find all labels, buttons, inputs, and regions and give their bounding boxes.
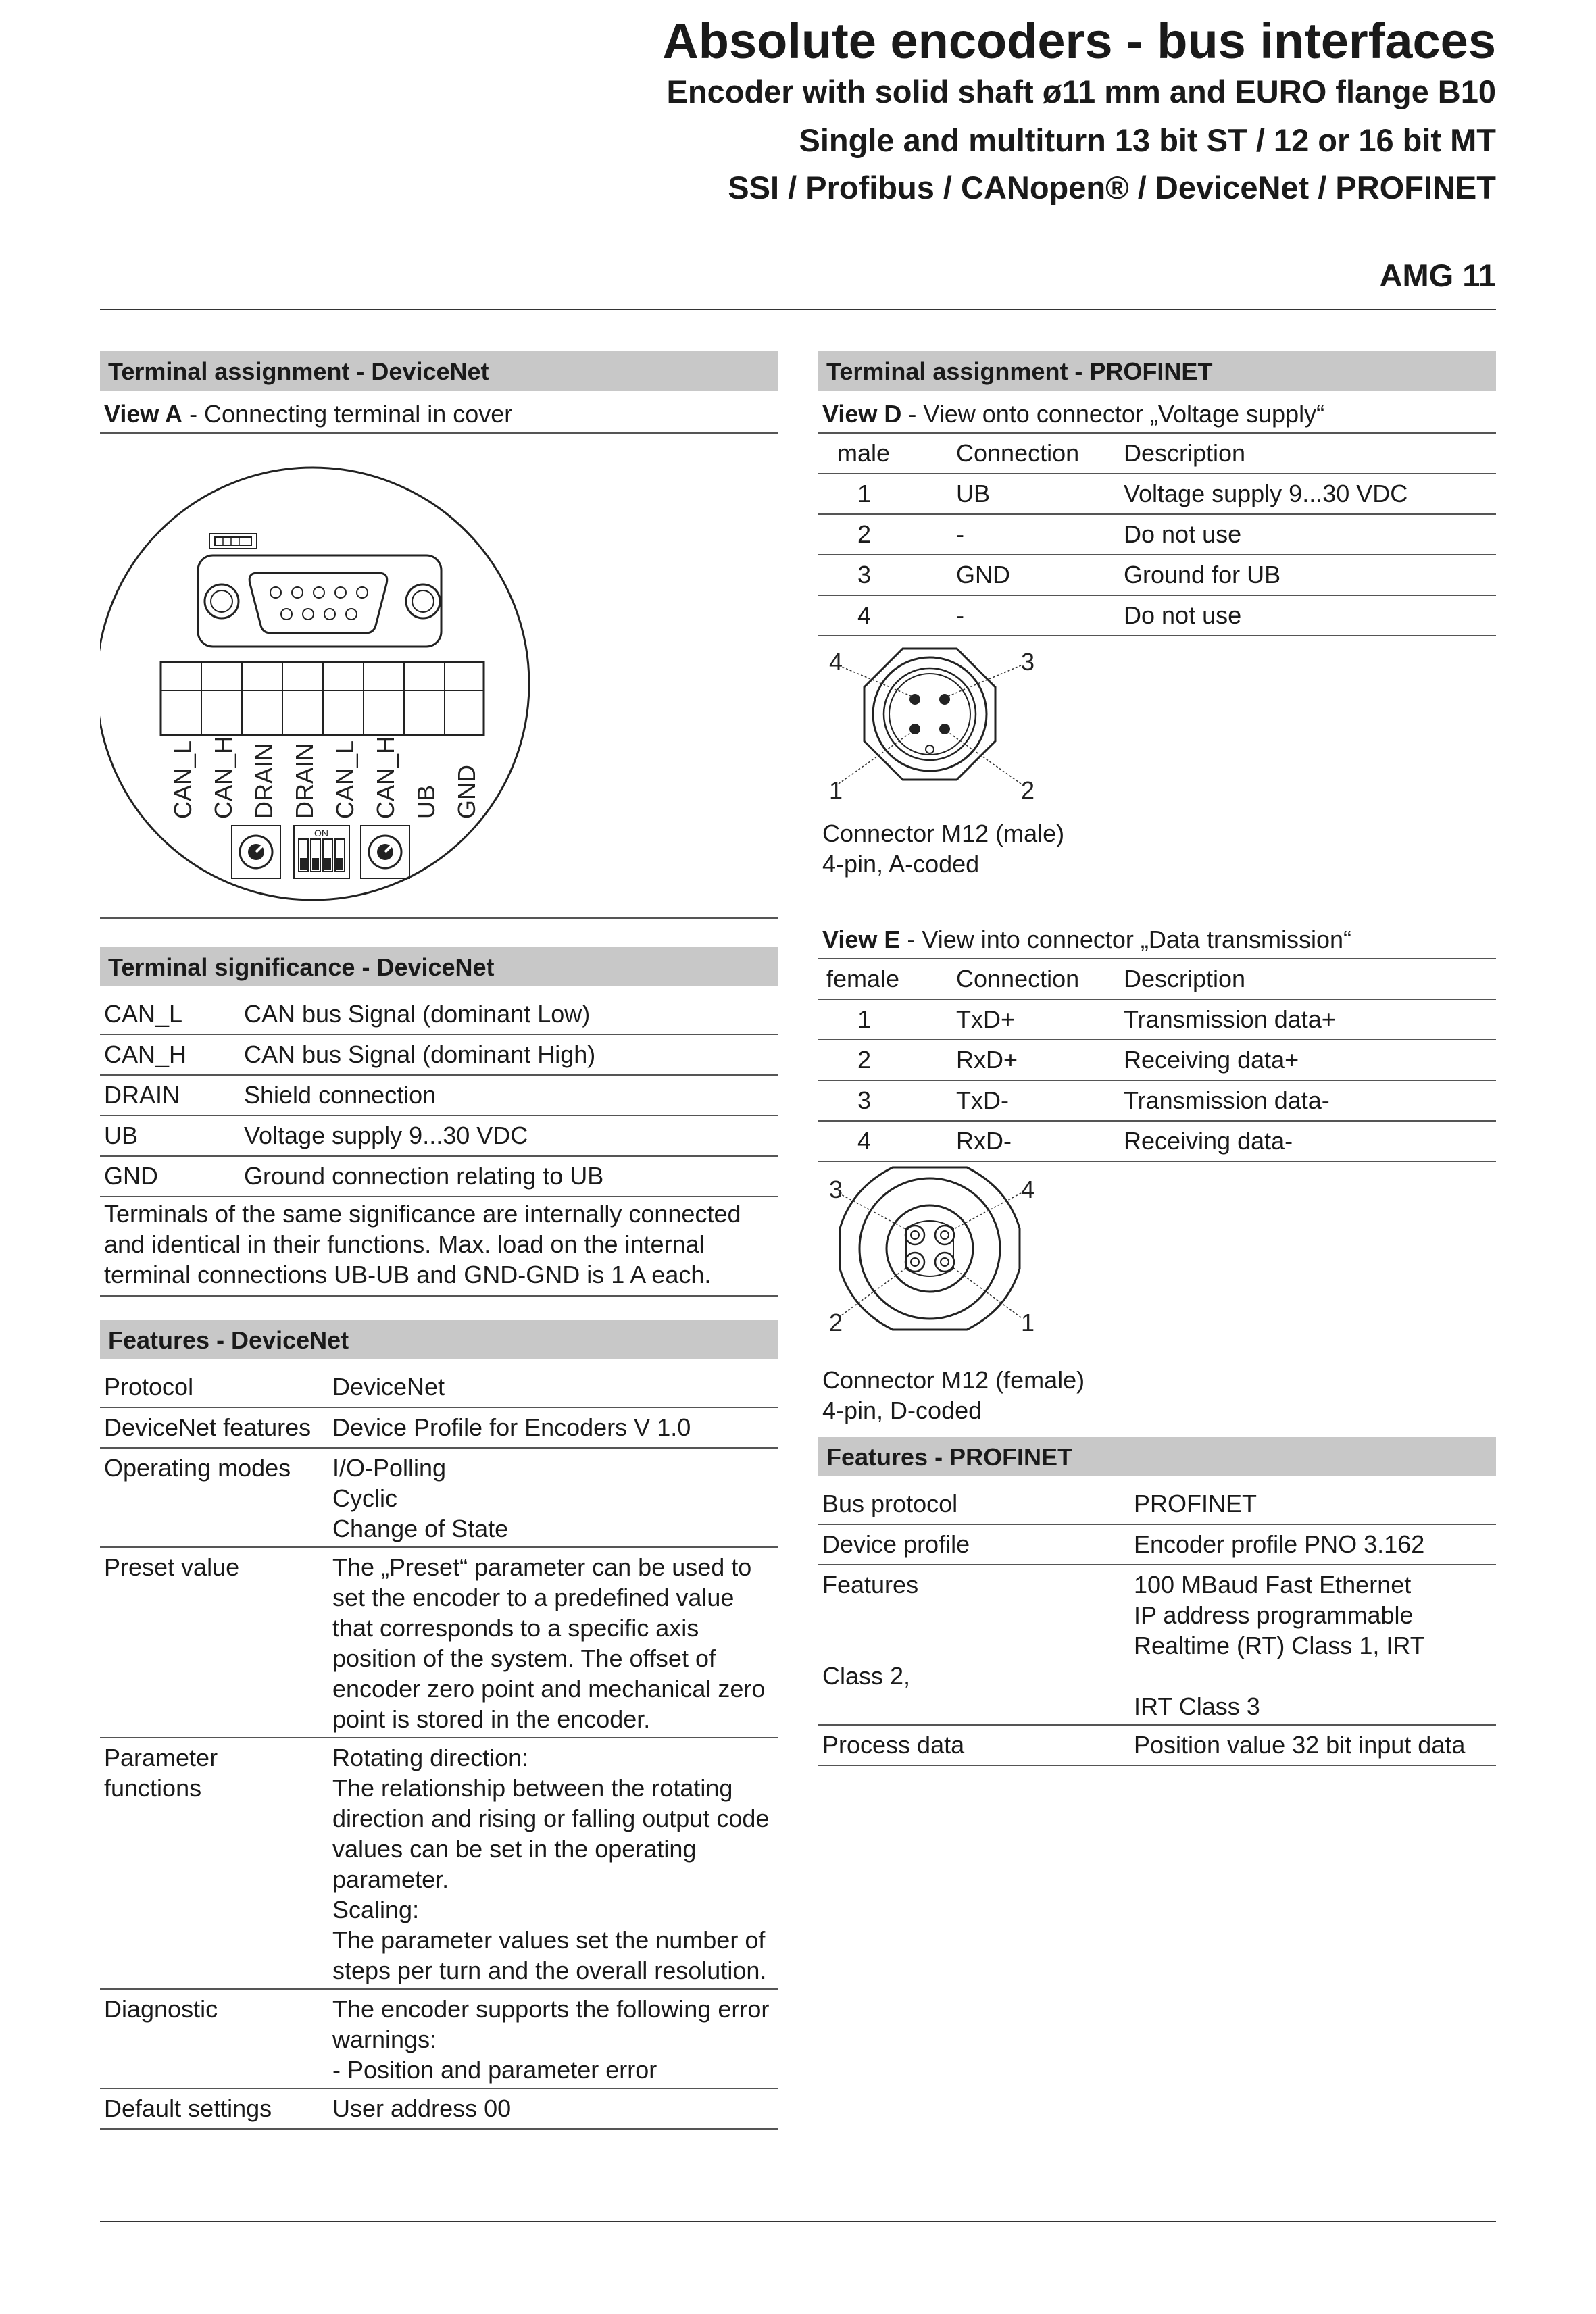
page-title: Absolute encoders - bus interfaces (662, 13, 1496, 69)
feature-value: User address 00 (328, 2088, 778, 2129)
table-row (100, 1407, 778, 1448)
connection-cell: RxD+ (952, 1040, 1120, 1080)
feature-label: Bus protocol (818, 1484, 1130, 1524)
feature-label: Diagnostic (100, 1989, 328, 2088)
table-row (100, 1156, 778, 1197)
header-cell: Connection (952, 959, 1120, 999)
table-row (100, 1367, 778, 1407)
feature-label-cell (818, 1565, 1130, 1725)
view-text: - View into connector „Data transmission“ (900, 926, 1352, 953)
description-cell: Transmission data- (1120, 1080, 1496, 1121)
rotary-switch-left-icon (232, 826, 280, 878)
feature-value: Rotating direction: The relationship between the rotating direction and rising or falling output code values can be set in the operating parameter. Scaling: The parameter values set the number of steps per turn and the overall resolution. (328, 1738, 778, 1989)
feature-value: The „Preset“ parameter can be used to set the encoder to a predefined value that corresponds to a specific axis position of the system. The offset of encoder zero point and mechanical zero point is stored in the encoder. (328, 1547, 778, 1738)
desc-cell: Ground connection relating to UB (240, 1156, 778, 1197)
pin-label: 3 (1021, 648, 1035, 676)
section-heading: Features - PROFINET (818, 1437, 1496, 1476)
table-row (818, 1080, 1496, 1121)
term-cell: DRAIN (100, 1075, 240, 1115)
table-row (100, 1034, 778, 1075)
pin-label: 4 (829, 648, 843, 676)
table-row (100, 1448, 778, 1547)
devicenet-terminal-diagram (100, 439, 778, 926)
profinet-view-e-section (818, 920, 1496, 1162)
pin-label: 2 (829, 1309, 843, 1336)
pin-cell: 3 (818, 1080, 952, 1121)
feature-label: Device profile (818, 1524, 1130, 1565)
view-a-line (100, 395, 778, 434)
pin-cell: 3 (818, 555, 952, 595)
description-cell: Do not use (1120, 514, 1496, 555)
model-number: AMG 11 (1379, 257, 1496, 293)
connection-cell: - (952, 514, 1120, 555)
table-row (818, 1484, 1496, 1524)
header-cell: Description (1120, 434, 1496, 474)
data-transmission-table (818, 959, 1496, 1162)
terminal-label-ub: UB (412, 784, 440, 819)
pin-label: 2 (1021, 776, 1035, 804)
subtitle-shaft: Encoder with solid shaft ø11 mm and EURO flange B10 (666, 74, 1496, 109)
feature-label-continued: Class 2, (822, 1662, 911, 1690)
terminal-label-can-l-2: CAN_L (331, 740, 359, 819)
description-cell: Voltage supply 9...30 VDC (1120, 474, 1496, 514)
voltage-supply-table (818, 434, 1496, 636)
view-e-line (818, 920, 1496, 959)
header-cell: Connection (952, 434, 1120, 474)
footer-divider (100, 2221, 1496, 2222)
table-row (818, 1565, 1496, 1725)
significance-note: Terminals of the same significance are internally connected and identical in their functions. Max. load on the internal terminal connections UB-UB and GND-GND is 1 A each. (100, 1197, 778, 1297)
view-a-divider (100, 917, 778, 919)
pin-cell: 1 (818, 999, 952, 1040)
pin-dot (909, 694, 920, 705)
table-row (818, 1121, 1496, 1161)
table-row (818, 1040, 1496, 1080)
feature-label: Operating modes (100, 1448, 328, 1547)
table-row (818, 555, 1496, 595)
view-label: View E (822, 926, 901, 953)
terminal-label-can-l-1: CAN_L (169, 740, 197, 819)
terminal-label-drain-1: DRAIN (250, 743, 278, 819)
connection-cell: TxD+ (952, 999, 1120, 1040)
pin-cell: 4 (818, 595, 952, 636)
subtitle-resolution: Single and multiturn 13 bit ST / 12 or 16 bit MT (799, 122, 1496, 158)
table-header-row (818, 434, 1496, 474)
terminal-label-can-h-1: CAN_H (209, 736, 237, 819)
desc-cell: Shield connection (240, 1075, 778, 1115)
feature-label: Features (822, 1571, 919, 1599)
table-row (818, 595, 1496, 636)
description-cell: Transmission data+ (1120, 999, 1496, 1040)
m12-male-caption: Connector M12 (male) 4-pin, A-coded (822, 820, 1065, 878)
feature-value: Device Profile for Encoders V 1.0 (328, 1407, 778, 1448)
dsub-connector-icon (198, 555, 441, 647)
feature-value: Encoder profile PNO 3.162 (1130, 1524, 1496, 1565)
view-text: - Connecting terminal in cover (182, 400, 513, 428)
connection-cell: GND (952, 555, 1120, 595)
pin-cell: 4 (818, 1121, 952, 1161)
feature-value: DeviceNet (328, 1367, 778, 1407)
devicenet-terminal-section (100, 351, 778, 434)
feature-label: Parameter functions (100, 1738, 328, 1989)
profinet-features-section (818, 1437, 1496, 1766)
subtitle-interfaces: SSI / Profibus / CANopen® / DeviceNet / PROFINET (728, 170, 1496, 205)
feature-value: PROFINET (1130, 1484, 1496, 1524)
desc-cell: Voltage supply 9...30 VDC (240, 1115, 778, 1156)
feature-label: Protocol (100, 1367, 328, 1407)
description-cell: Ground for UB (1120, 555, 1496, 595)
description-cell: Do not use (1120, 595, 1496, 636)
terminal-label-drain-2: DRAIN (291, 743, 318, 819)
desc-cell: CAN bus Signal (dominant High) (240, 1034, 778, 1075)
view-d-line (818, 395, 1496, 434)
section-heading: Terminal assignment - DeviceNet (100, 351, 778, 391)
m12-male-connector-diagram (818, 638, 1089, 818)
feature-label: DeviceNet features (100, 1407, 328, 1448)
term-cell: UB (100, 1115, 240, 1156)
terminal-block (161, 662, 484, 735)
feature-value: Position value 32 bit input data (1130, 1725, 1496, 1765)
table-row (818, 1524, 1496, 1565)
feature-value-cell (1130, 1565, 1496, 1725)
table-row (818, 1725, 1496, 1765)
terminal-label-can-h-2: CAN_H (372, 736, 399, 819)
table-row (100, 2088, 778, 2129)
feature-label: Default settings (100, 2088, 328, 2129)
view-label: View D (822, 400, 902, 428)
devicenet-features-table (100, 1367, 778, 2130)
table-row (818, 514, 1496, 555)
header-cell: Description (1120, 959, 1496, 999)
m12-female-caption: Connector M12 (female) 4-pin, D-coded (822, 1366, 1085, 1424)
pin-cell: 2 (818, 1040, 952, 1080)
pin-dot (909, 724, 920, 734)
pin-label: 4 (1021, 1176, 1035, 1203)
description-cell: Receiving data- (1120, 1121, 1496, 1161)
significance-table (100, 995, 778, 1197)
dip-switch-on-label: ON (314, 828, 328, 838)
feature-label: Preset value (100, 1547, 328, 1738)
view-text: - View onto connector „Voltage supply“ (901, 400, 1325, 428)
devicenet-features-section (100, 1320, 778, 2130)
dip-switch-icon (294, 826, 349, 878)
feature-value: 100 MBaud Fast Ethernet IP address programmable Realtime (RT) Class 1, IRT (1134, 1571, 1425, 1659)
feature-value: I/O-Polling Cyclic Change of State (328, 1448, 778, 1547)
pin-label: 1 (829, 776, 843, 804)
description-cell: Receiving data+ (1120, 1040, 1496, 1080)
devicenet-significance-section (100, 947, 778, 1297)
table-row (100, 1115, 778, 1156)
section-heading: Terminal significance - DeviceNet (100, 947, 778, 986)
socket-holes (905, 1226, 954, 1272)
pin-dot (939, 724, 950, 734)
feature-value: The encoder supports the following error warnings: - Position and parameter error (328, 1989, 778, 2088)
feature-label: Process data (818, 1725, 1130, 1765)
small-plug-icon (209, 534, 257, 549)
table-row (818, 474, 1496, 514)
pin-dot (939, 694, 950, 705)
table-row (100, 1738, 778, 1989)
m12-female-connector-diagram (818, 1161, 1089, 1363)
desc-cell: CAN bus Signal (dominant Low) (240, 995, 778, 1034)
pin-cell: 2 (818, 514, 952, 555)
table-header-row (818, 959, 1496, 999)
table-row (100, 995, 778, 1034)
profinet-features-table (818, 1484, 1496, 1766)
table-row (100, 1989, 778, 2088)
view-label: View A (104, 400, 183, 428)
feature-value-continued: IRT Class 3 (1134, 1692, 1260, 1720)
pin-cell: 1 (818, 474, 952, 514)
term-cell: CAN_L (100, 995, 240, 1034)
header-divider (100, 309, 1496, 310)
section-heading: Features - DeviceNet (100, 1320, 778, 1359)
term-cell: CAN_H (100, 1034, 240, 1075)
section-heading: Terminal assignment - PROFINET (818, 351, 1496, 391)
terminal-label-gnd: GND (453, 765, 480, 819)
connection-cell: RxD- (952, 1121, 1120, 1161)
term-cell: GND (100, 1156, 240, 1197)
header-cell: female (818, 959, 952, 999)
pin-label: 3 (829, 1176, 843, 1203)
table-row (100, 1547, 778, 1738)
table-row (100, 1075, 778, 1115)
connection-cell: - (952, 595, 1120, 636)
table-row (818, 999, 1496, 1040)
rotary-switch-right-icon (361, 826, 409, 878)
connection-cell: UB (952, 474, 1120, 514)
profinet-terminal-section (818, 351, 1496, 636)
pin-label: 1 (1021, 1309, 1035, 1336)
connection-cell: TxD- (952, 1080, 1120, 1121)
header-cell: male (818, 434, 952, 474)
